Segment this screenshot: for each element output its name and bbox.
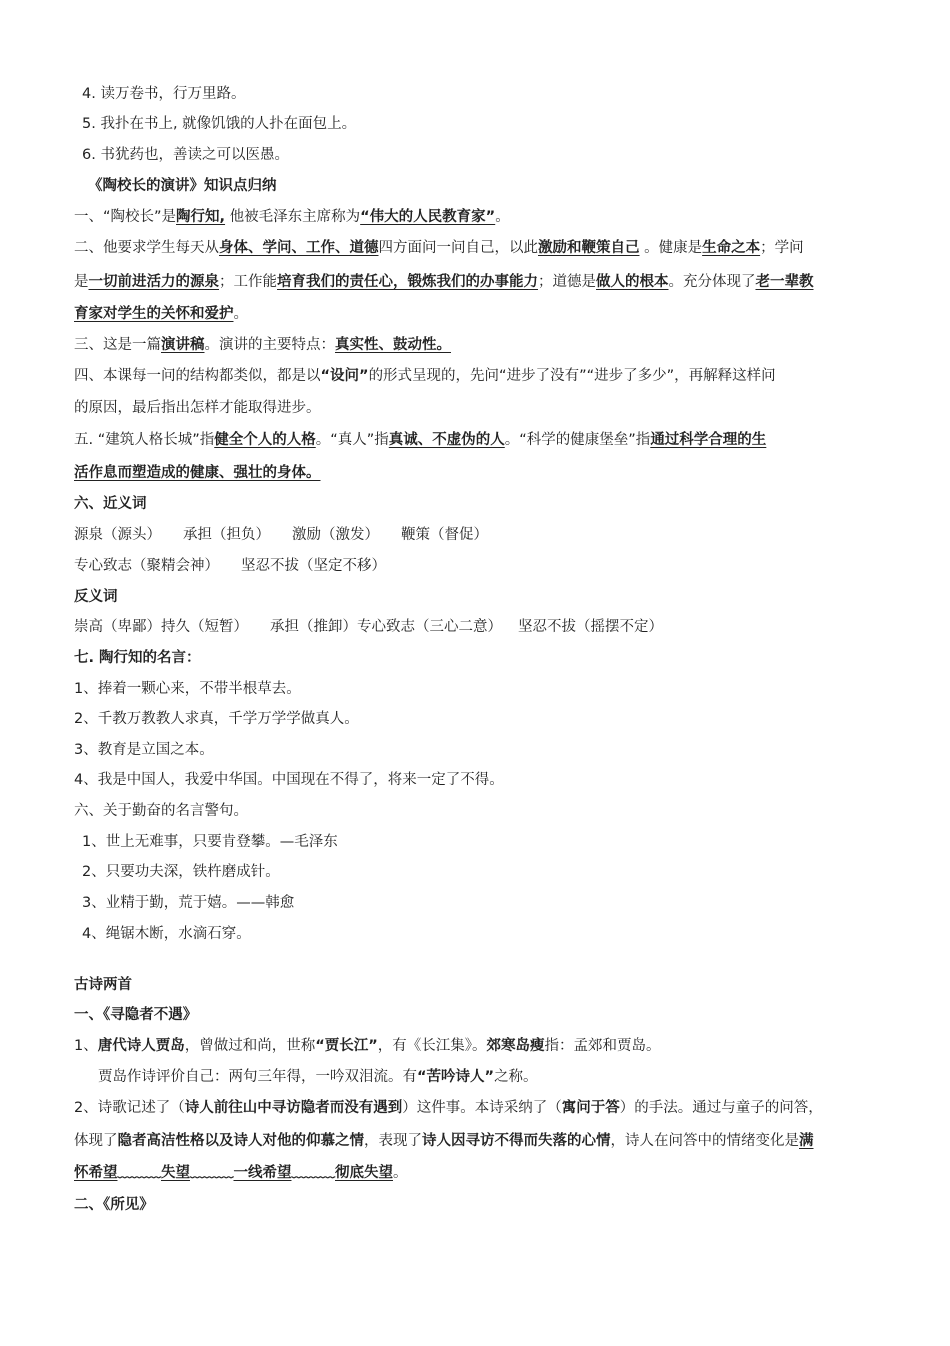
- poem-2-title: 二、《所见》: [74, 1197, 154, 1213]
- synonyms-line-1: 源泉（源头） 承担（担负） 激励（激发） 鞭策（督促）: [74, 527, 488, 543]
- synonyms-line-2: 专心致志（聚精会神） 坚忍不拔（坚定不移）: [74, 558, 386, 574]
- paragraph-2-line-1: 二、他要求学生每天从身体、学问、工作、道德四方面问一问自己，以此激励和鞭策自己 。健康是生命之本；学问: [74, 240, 804, 256]
- paragraph-2-line-3: 育家对学生的关怀和爱护。: [74, 306, 248, 322]
- paragraph-5-line-1: 五. “建筑人格长城”指健全个人的人格。“真人”指真诚、不虚伪的人。“科学的健康堡垒”指通过科学合理的生: [74, 432, 767, 448]
- poem-1-line-2: 贾岛作诗评价自己：两句三年得，一吟双泪流。有“苦吟诗人”之称。: [98, 1069, 538, 1085]
- poems-title: 古诗两首: [74, 977, 132, 993]
- quote-line: 5. 我扑在书上, 就像饥饿的人扑在面包上。: [82, 116, 357, 132]
- diligence-title: 六、关于勤奋的名言警句。: [74, 803, 248, 819]
- diligence-item: 2、只要功夫深，铁杵磨成针。: [82, 864, 280, 880]
- section-title: 《陶校长的演讲》知识点归纳: [88, 178, 277, 194]
- poem-1-line-1: 1、唐代诗人贾岛，曾做过和尚，世称“贾长江”，有《长江集》。郊寒岛瘦指：孟郊和贾岛。: [74, 1038, 661, 1054]
- poem-1-line-3: 2、诗歌记述了（诗人前往山中寻访隐者而没有遇到）这件事。本诗采纳了（寓问于答）的手法。通过与童子的问答，: [74, 1100, 823, 1116]
- poem-1-title: 一、《寻隐者不遇》: [74, 1007, 198, 1023]
- paragraph-3: 三、这是一篇演讲稿。演讲的主要特点：真实性、鼓动性。: [74, 337, 451, 353]
- poem-1-line-5: 怀希望﹏﹏﹏失望﹏﹏﹏一线希望﹏﹏﹏彻底失望。: [74, 1165, 408, 1181]
- paragraph-4-line-2: 的原因，最后指出怎样才能取得进步。: [74, 400, 321, 416]
- quote-item: 4、我是中国人，我爱中华国。中国现在不得了，将来一定了不得。: [74, 772, 504, 788]
- paragraph-5-line-2: 活作息而塑造成的健康、强壮的身体。: [74, 465, 321, 481]
- poem-1-line-4: 体现了隐者高洁性格以及诗人对他的仰慕之情，表现了诗人因寻访不得而失落的心情，诗人在问答中的情绪变化是满: [74, 1133, 814, 1149]
- quotes-title: 七. 陶行知的名言：: [74, 650, 201, 666]
- quote-item: 1、捧着一颗心来，不带半根草去。: [74, 681, 301, 697]
- paragraph-4-line-1: 四、本课每一问的结构都类似，都是以“设问”的形式呈现的，先问“进步了没有”“进步了多少”，再解释这样问: [74, 368, 776, 384]
- paragraph-2-line-2: 是一切前进活力的源泉；工作能培育我们的责任心，锻炼我们的办事能力；道德是做人的根本。充分体现了老一辈教: [74, 274, 814, 290]
- quote-item: 2、千教万教教人求真，千学万学学做真人。: [74, 711, 359, 727]
- diligence-item: 4、绳锯木断，水滴石穿。: [82, 926, 251, 942]
- diligence-item: 3、业精于勤，荒于嬉。——韩愈: [82, 895, 295, 911]
- antonyms-line: 崇高（卑鄙）持久（短暂） 承担（推卸）专心致志（三心二意） 坚忍不拔（摇摆不定）: [74, 619, 663, 635]
- antonyms-title: 反义词: [74, 589, 118, 605]
- quote-line: 4. 读万卷书，行万里路。: [82, 86, 246, 102]
- quote-line: 6. 书犹药也，善读之可以医愚。: [82, 147, 289, 163]
- synonyms-title: 六、近义词: [74, 496, 147, 512]
- quote-item: 3、教育是立国之本。: [74, 742, 214, 758]
- paragraph-1: 一、“陶校长”是陶行知, 他被毛泽东主席称为“伟大的人民教育家”。: [74, 209, 510, 225]
- diligence-item: 1、世上无难事，只要肯登攀。—毛泽东: [82, 834, 338, 850]
